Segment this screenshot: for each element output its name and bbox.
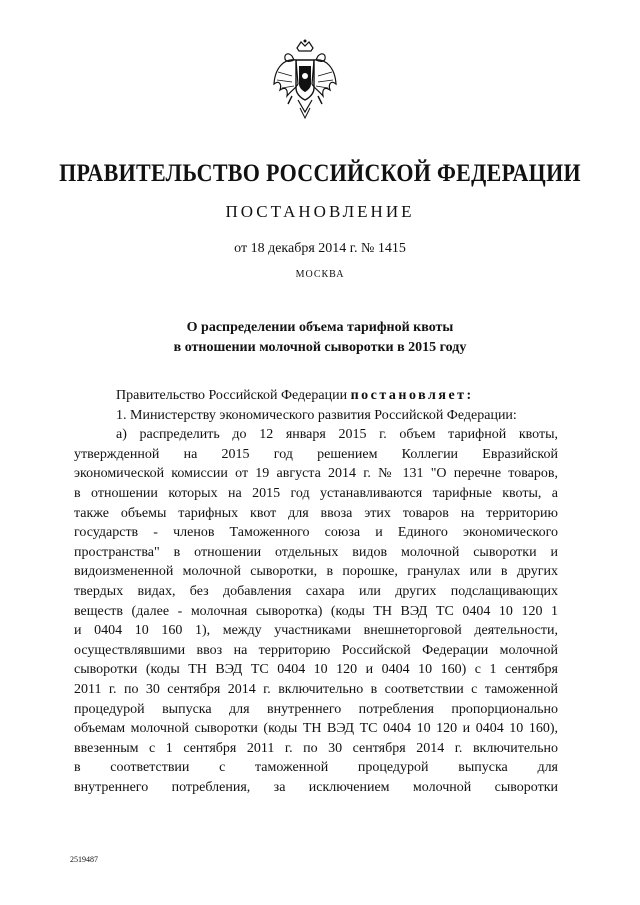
body-line: процедурой выпуска для внутреннего потребления пропорционально (74, 701, 558, 717)
body-line: ввезенным с 1 сентября 2011 г. по 30 сентября 2014 г. включительно (74, 740, 558, 756)
body-line: в соответствии с таможенной процедурой выпуска для (74, 760, 558, 776)
government-title: ПРАВИТЕЛЬСТВО РОССИЙСКОЙ ФЕДЕРАЦИИ (59, 158, 581, 187)
subject-line: в отношении молочной сыворотки в 2015 году (173, 340, 467, 355)
body-line: 2011 г. по 30 сентября 2014 г. включительно в соответствии с таможенной (74, 681, 558, 697)
body-line: видоизмененной молочной сыворотки, в порошке, гранулах или в других (74, 564, 558, 580)
body-line: сыворотки (коды ТН ВЭД ТС 0404 10 120 и 0404 10 160) с 1 сентября (74, 662, 558, 678)
body-line: а) распределить до 12 января 2015 г. объем тарифной квоты, (116, 427, 558, 443)
body-line: твердых видах, без добавления сахара или других подслащивающих (74, 583, 558, 599)
body-line: в отношении которых на 2015 год устанавливаются тарифные квоты, а (74, 485, 558, 501)
body-line: объемам молочной сыворотки (коды ТН ВЭД ТС 0404 10 120 и 0404 10 160), (74, 721, 558, 737)
russian-coat-of-arms-icon (270, 38, 340, 140)
preamble-verb: постановляет: (350, 388, 474, 403)
document-type: ПОСТАНОВЛЕНИЕ (225, 202, 415, 221)
body-line: также объемы тарифных квот для ввоза этих товаров на территорию (74, 505, 558, 521)
body-line: внутреннего потребления, за исключением молочной сыворотки (74, 779, 558, 795)
item-heading: 1. Министерству экономического развития Российской Федерации: (116, 407, 517, 423)
preamble-text: Правительство Российской Федерации (116, 388, 351, 403)
body-line: утвержденной на 2015 год решением Коллегии Евразийской (74, 446, 558, 462)
document-code: 2519487 (70, 855, 98, 864)
preamble (74, 386, 558, 406)
body-line: государств - членов Таможенного союза и Единого экономического (74, 525, 558, 541)
body-line: пространства" в отношении отдельных видов молочной сыворотки и (74, 544, 558, 560)
subject-line: О распределении объема тарифной квоты (186, 320, 454, 335)
document-date-number: от 18 декабря 2014 г. № 1415 (234, 241, 406, 256)
city-label: МОСКВА (295, 269, 345, 280)
body-line: экономической комиссии от 19 августа 2014 г. № 131 "О перечне товаров, (74, 466, 558, 482)
document-body (74, 386, 558, 797)
body-line: и 0404 10 160 1), между участниками внешнеторговой деятельности, (74, 623, 558, 639)
document-subject (0, 318, 640, 358)
body-line: осуществлявшими ввоз на территорию Российской Федерации молочной (74, 642, 558, 658)
body-line: веществ (далее - молочная сыворотка) (коды ТН ВЭД ТС 0404 10 120 1 (74, 603, 558, 619)
